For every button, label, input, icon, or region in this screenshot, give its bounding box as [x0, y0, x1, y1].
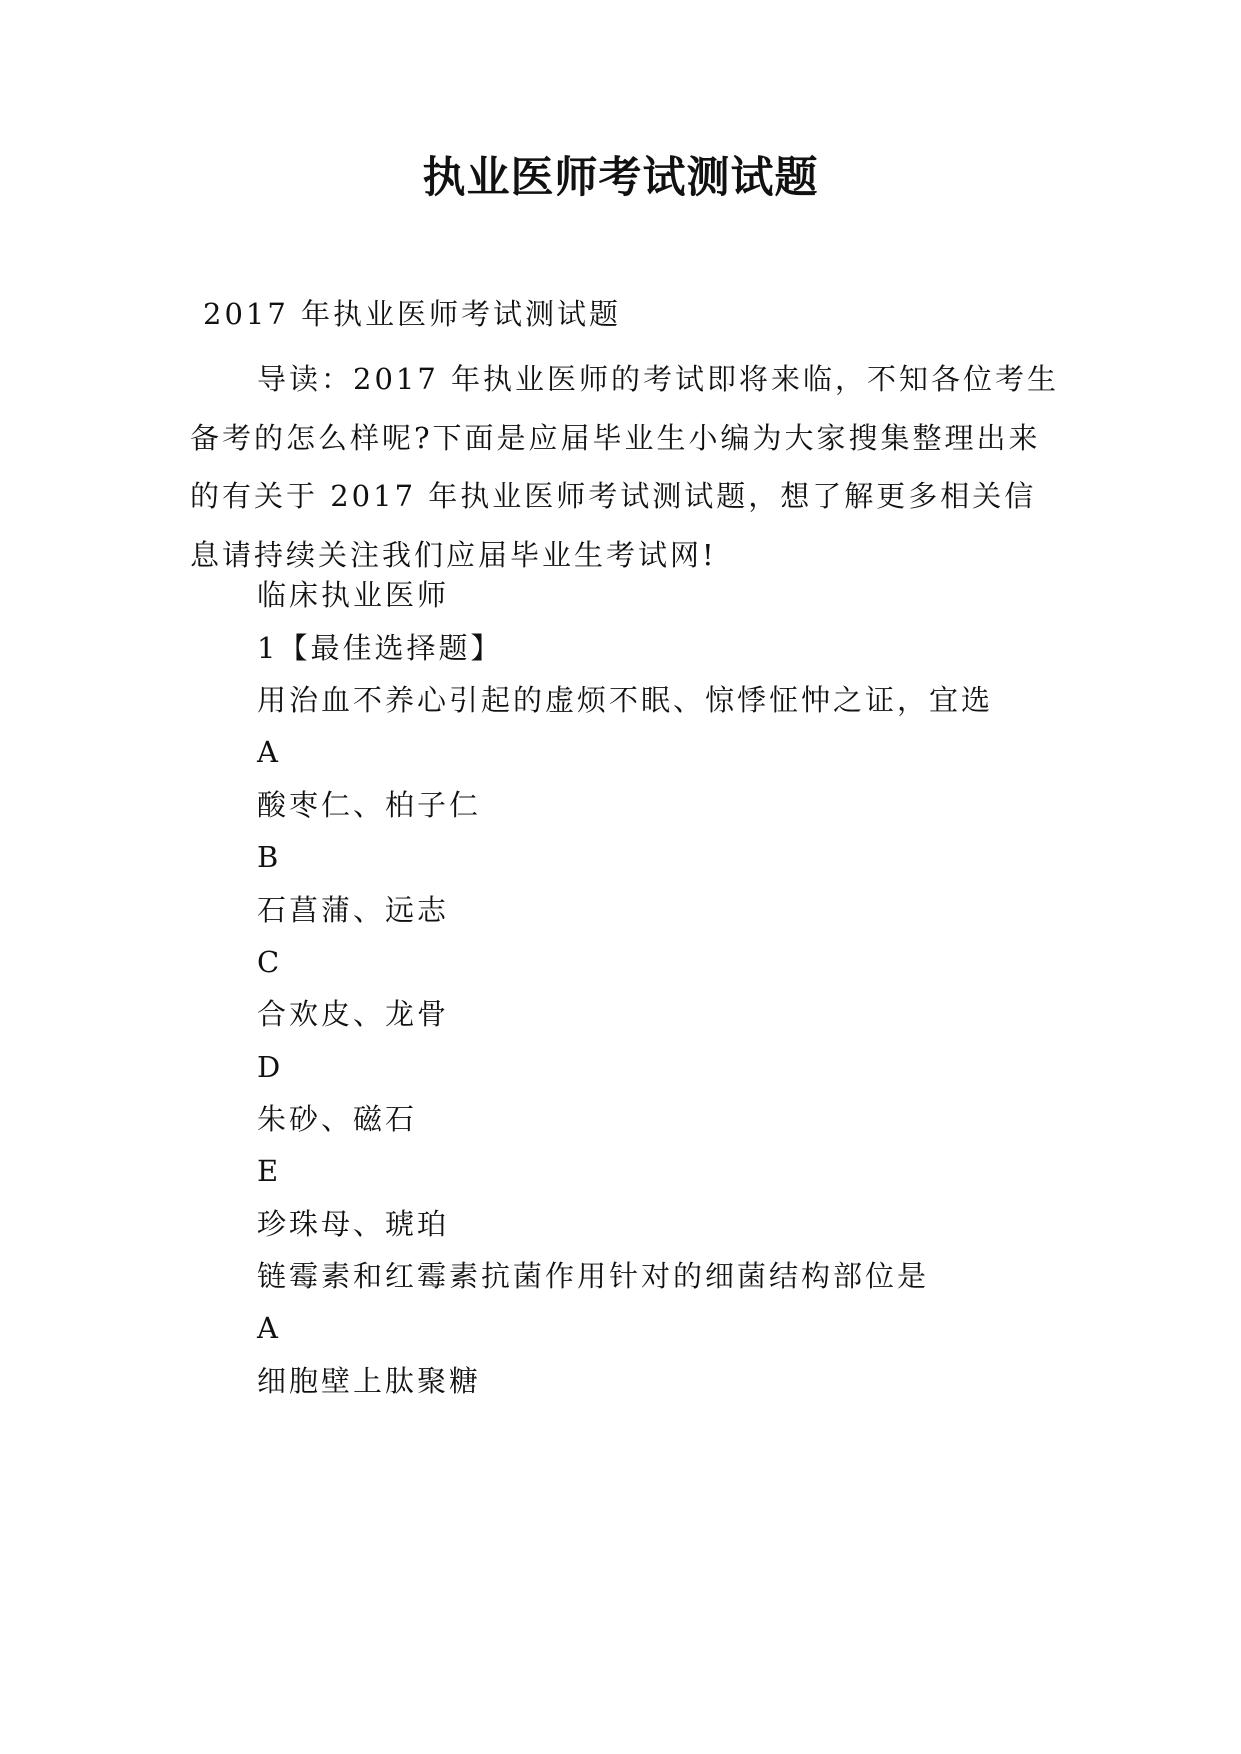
question-2-stem: 链霉素和红霉素抗菌作用针对的细菌结构部位是 — [257, 1259, 930, 1293]
q1-option-b-letter: B — [257, 840, 282, 874]
q1-option-e-letter: E — [257, 1154, 282, 1188]
question-1-stem: 用治血不养心引起的虚烦不眠、惊悸怔忡之证，宜选 — [257, 683, 994, 717]
q1-option-b-text: 石菖蒲、远志 — [257, 893, 450, 927]
document-subtitle: 2017 年执业医师考试测试题 — [203, 297, 622, 331]
q1-option-c-text: 合欢皮、龙骨 — [257, 997, 450, 1031]
intro-paragraph: 导读：2017 年执业医师的考试即将来临，不知各位考生备考的怎么样呢?下面是应届毕业生小编为大家搜集整理出来的有关于 2017 年执业医师考试测试题，想了解更多相关信息请持续关注我们应届毕业生考试网! — [190, 362, 1060, 572]
q1-option-d-letter: D — [257, 1050, 284, 1084]
q1-option-c-letter: C — [257, 945, 283, 979]
q2-option-a-letter: A — [257, 1311, 281, 1345]
section-heading: 临床执业医师 — [257, 578, 450, 612]
q1-option-e-text: 珍珠母、琥珀 — [257, 1207, 450, 1241]
q1-option-a-text: 酸枣仁、柏子仁 — [257, 788, 482, 822]
q1-option-a-letter: A — [257, 735, 281, 769]
document-title: 执业医师考试测试题 — [422, 153, 819, 203]
question-type-label: 1【最佳选择题】 — [257, 631, 503, 665]
q1-option-d-text: 朱砂、磁石 — [257, 1102, 418, 1136]
q2-option-a-text: 细胞壁上肽聚糖 — [257, 1364, 482, 1398]
